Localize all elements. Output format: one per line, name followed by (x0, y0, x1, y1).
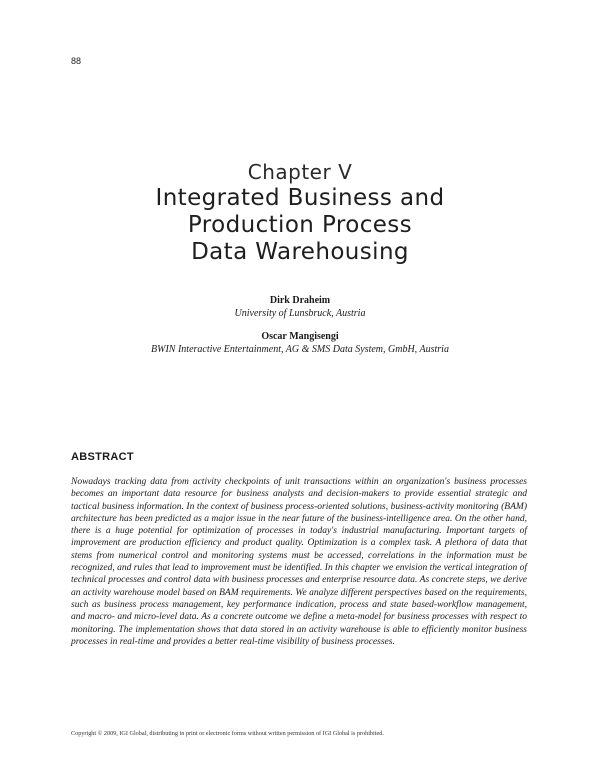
abstract-heading: ABSTRACT (71, 451, 134, 463)
author-affiliation: BWIN Interactive Entertainment, AG & SMS Data System, GmbH, Austria (151, 344, 449, 355)
copyright-notice: Copyright © 2009, IGI Global, distributing in print or electronic forms without written permission of IGI Global is prohibited. (71, 730, 384, 737)
chapter-title-line: Integrated Business and (155, 185, 445, 211)
chapter-title (0, 185, 600, 266)
author-list (0, 294, 600, 356)
author-affiliation: University of Lunsbruck, Austria (234, 308, 366, 319)
page-number: 88 (71, 56, 82, 66)
chapter-title-line: Production Process (187, 212, 413, 238)
chapter-heading (0, 158, 600, 266)
abstract-body: Nowadays tracking data from activity checkpoints of unit transactions within an organization's business processes becomes an important data resource for business analysts and decision-makers to provide essential strategic and tactical business information. In the context of business process-oriented solutions, business-activity monitoring (BAM) architecture has been predicted as a major issue in the near future of the business-intelligence area. On the other hand, there is a huge potential for optimization of processes in today's industrial manufacturing. Important targets of improvement are production efficiency and product quality. Optimization is a complex task. A plethora of data that stems from numerical control and monitoring systems must be accessed, correlations in the information must be recognized, and rules that lead to improvement must be identified. In this chapter we envision the vertical integration of technical processes and control data with business processes and enterprise resource data. As concrete steps, we derive an activity warehouse model based on BAM requirements. We analyze different perspectives based on the requirements, such as business process management, key performance indication, process and state based-workflow management, and macro- and micro-level data. As a concrete outcome we define a meta-model for business processes with respect to monitoring. The implementation shows that data stored in an activity warehouse is able to efficiently monitor business processes in real-time and provides a better real-time visibility of business processes. (71, 477, 527, 647)
author-name: Oscar Mangisengi (261, 331, 339, 342)
author-name: Dirk Draheim (269, 295, 331, 306)
chapter-label: Chapter V (247, 160, 353, 184)
chapter-title-line: Data Warehousing (191, 239, 409, 265)
